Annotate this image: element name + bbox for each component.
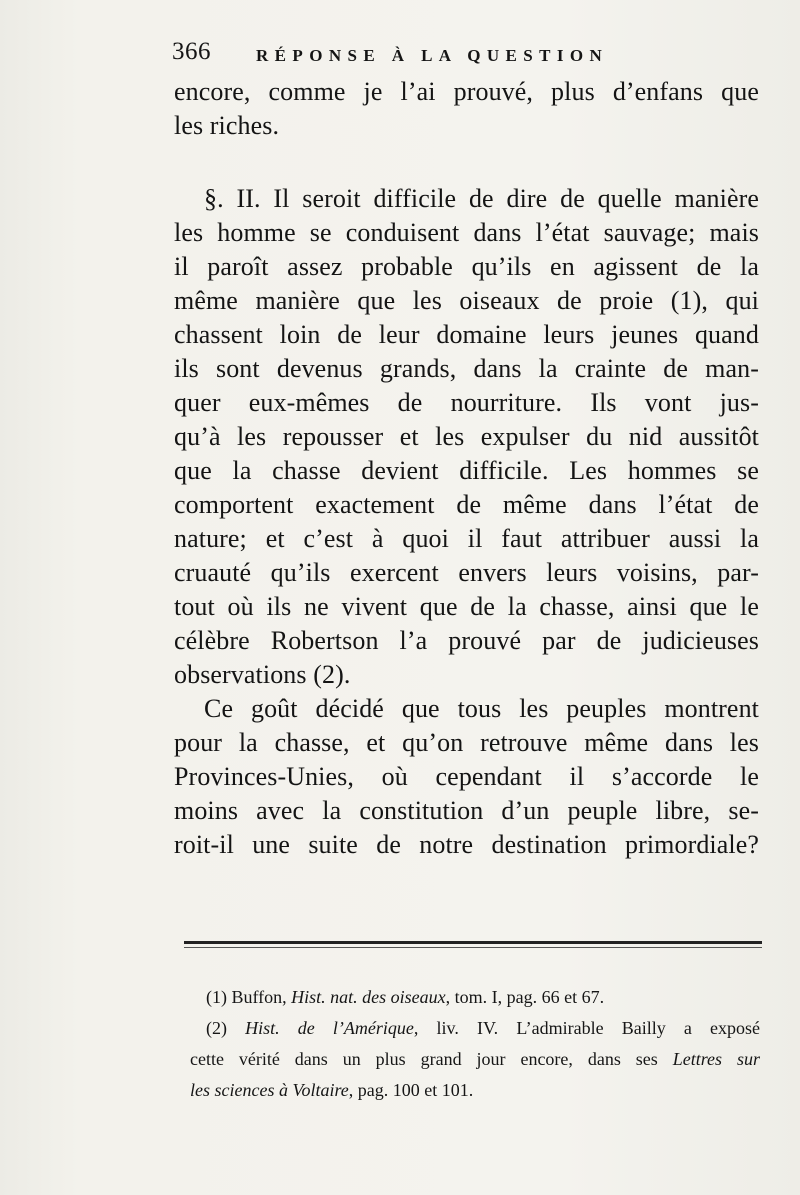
text-line: ils sont devenus grands, dans la crainte de man- xyxy=(174,354,759,383)
footnote-author: Buffon, xyxy=(231,987,287,1007)
text-line: les homme se conduisent dans l’état sauvage; mais xyxy=(174,218,759,247)
text-line: roit-il une suite de notre destination primordiale? xyxy=(174,830,759,859)
running-title: RÉPONSE À LA QUESTION xyxy=(256,46,609,65)
text-line: qu’à les repousser et les expulser du nid aussitôt xyxy=(174,422,759,451)
text-line: même manière que les oiseaux de proie (1), qui xyxy=(174,286,759,315)
text-line: Provinces-Unies, où cependant il s’accorde le xyxy=(174,762,759,791)
footnote-title: Hist. de l’Amérique xyxy=(245,1018,414,1038)
footnote-marker: (1) xyxy=(206,987,227,1007)
text-line: comportent exactement de même dans l’état de xyxy=(174,490,759,519)
text-line: il paroît assez probable qu’ils en agissent de la xyxy=(174,252,759,281)
footnote-title: les sciences à Voltaire xyxy=(190,1080,349,1100)
text-line: tout où ils ne vivent que de la chasse, ainsi que le xyxy=(174,592,759,621)
rule-thin xyxy=(184,947,762,948)
text-line: encore, comme je l’ai prouvé, plus d’enfans que xyxy=(174,77,759,106)
footnotes xyxy=(190,982,760,1106)
rule-thick xyxy=(184,941,762,944)
body-text xyxy=(174,75,759,862)
text-line: §. II. Il seroit difficile de dire de quelle manière xyxy=(204,184,759,213)
footnote-rest: , liv. IV. L’admirable Bailly a exposé xyxy=(413,1018,761,1038)
page-number: 366 xyxy=(172,38,211,65)
footnote-title: Lettres sur xyxy=(672,1049,760,1069)
text-line: célèbre Robertson l’a prouvé par de judicieuses xyxy=(174,626,759,655)
text-line: Ce goût décidé que tous les peuples montrent xyxy=(204,694,759,723)
text-line: que la chasse devient difficile. Les hommes se xyxy=(174,456,759,485)
page-header xyxy=(172,38,772,68)
text-line: pour la chasse, et qu’on retrouve même dans les xyxy=(174,728,759,757)
text-line: chassent loin de leur domaine leurs jeunes quand xyxy=(174,320,759,349)
footnote-rest: , pag. 100 et 101. xyxy=(348,1080,474,1100)
footnote-1 xyxy=(190,982,760,1013)
footnote-2-line-3 xyxy=(190,1075,760,1106)
text-line: cruauté qu’ils exercent envers leurs voisins, par- xyxy=(174,558,759,587)
footnote-marker: (2) xyxy=(206,1018,227,1038)
footnote-text: cette vérité dans un plus grand jour encore, dans ses xyxy=(190,1049,658,1069)
footnote-2 xyxy=(190,1013,760,1044)
paragraph-gap xyxy=(174,143,759,182)
text-line: moins avec la constitution d’un peuple libre, se- xyxy=(174,796,759,825)
footnote-2-line-2 xyxy=(190,1044,760,1075)
text-line: nature; et c’est à quoi il faut attribuer aussi la xyxy=(174,524,759,553)
text-line: observations (2). xyxy=(174,660,351,689)
footnote-rule xyxy=(184,941,762,949)
text-line: quer eux-mêmes de nourriture. Ils vont jus- xyxy=(174,388,759,417)
text-line: les riches. xyxy=(174,111,280,140)
footnote-rest: , tom. I, pag. 66 et 67. xyxy=(445,987,605,1007)
footnote-title: Hist. nat. des oiseaux xyxy=(291,987,446,1007)
